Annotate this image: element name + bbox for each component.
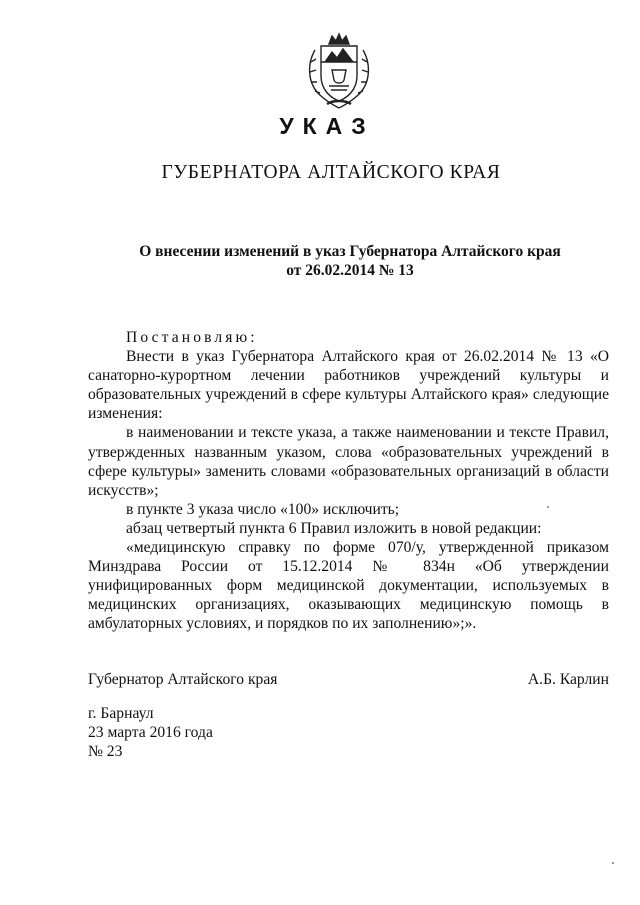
- footer-date: 23 марта 2016 года: [88, 724, 213, 741]
- signatory-name: А.Б. Карлин: [527, 671, 609, 688]
- document-subtitle: ГУБЕРНАТОРА АЛТАЙСКОГО КРАЯ: [161, 162, 501, 183]
- decree-word: Постановляю:: [126, 329, 258, 346]
- document-title: УКАЗ: [279, 113, 375, 139]
- body-paragraph: Внести в указ Губернатора Алтайского края от 26.02.2014 № 13 «О санаторно-курортном лечении работников учреждений культуры и образовательных учреждений в сфере культуры Алтайского края» следующие изменения:: [88, 348, 609, 423]
- scan-speck: [547, 506, 549, 508]
- signatory-position: Губернатор Алтайского края: [88, 671, 278, 688]
- document-body: [88, 328, 609, 634]
- footer-number: № 23: [88, 743, 123, 760]
- heading-line-2: от 26.02.2014 № 13: [286, 262, 414, 279]
- body-paragraph: «медицинскую справку по форме 070/у, утвержденной приказом Минздрава России от 15.12.2014 № 834н «Об утверждении унифицированных форм медицинской документации, используемых в медицинских организациях, оказывающих медицинскую помощь в амбулаторных условиях, и порядков по их заполнению»;».: [88, 539, 609, 633]
- body-paragraph: в пункте 3 указа число «100» исключить;: [126, 500, 400, 518]
- heading-line-1: О внесении изменений в указ Губернатора Алтайского края: [139, 243, 561, 260]
- body-paragraph: абзац четвертый пункта 6 Правил изложить в новой редакции:: [126, 519, 542, 537]
- body-paragraph: в наименовании и тексте указа, а также наименовании и тексте Правил, утвержденных названным указом, слова «образовательных учреждений в сфере культуры» заменить словами «образовательных организаций в области искусств»;: [88, 424, 609, 499]
- document-footer: [88, 704, 213, 761]
- scan-speck: [612, 862, 614, 864]
- document-heading: [0, 242, 640, 280]
- footer-city: г. Барнаул: [88, 705, 154, 722]
- coat-of-arms-icon: [301, 28, 377, 112]
